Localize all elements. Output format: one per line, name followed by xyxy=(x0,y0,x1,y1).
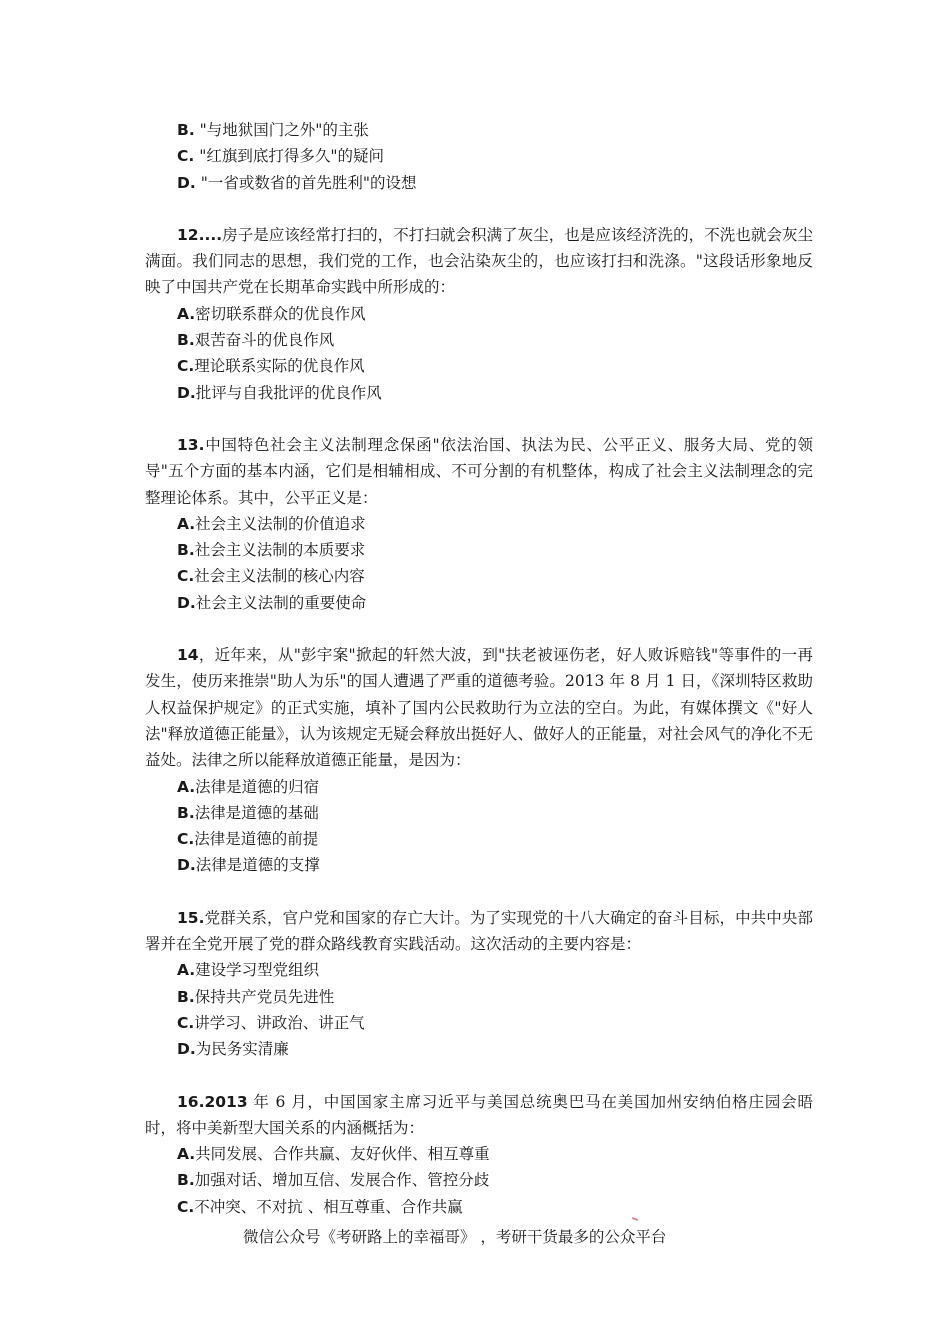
option-text: 艰苦奋斗的优良作风 xyxy=(194,331,335,350)
option-letter: B. xyxy=(177,803,195,822)
question-text: ，近年来，从"彭宇案"掀起的轩然大波，到"扶老被诬伤老，好人败诉赔钱"等事件的一再发生，使历来推崇"助人为乐"的国人遭遇了严重的道德考验。2013 年 8 月 1 日，《深圳特区救助人权益保护规定》的正式实施，填补了国内公民救助行为立法的空白。为此，有媒体撰文《"好人法"释放道德正能量》，认为该规定无疑会释放出挺好人、做好人的正能量，对社会风气的净化不无益处。法律之所以能释放道德正能量，是因为： xyxy=(145,646,813,770)
option-text: 共同发展、合作共赢、友好伙伴、相互尊重 xyxy=(195,1145,490,1164)
option-text: 保持共产党员先进性 xyxy=(194,987,335,1006)
option-letter: D. xyxy=(177,383,196,402)
option-text: 法律是道德的前提 xyxy=(194,830,319,849)
question-15 xyxy=(145,905,813,1063)
option-a xyxy=(145,957,813,983)
option-text: 批评与自我批评的优良作风 xyxy=(195,383,382,402)
option-c xyxy=(145,1194,813,1220)
option-b xyxy=(145,117,813,143)
option-d xyxy=(145,170,813,196)
option-text: 密切联系群众的优良作风 xyxy=(195,304,366,323)
option-text: 社会主义法制的核心内容 xyxy=(194,567,365,586)
option-text: 社会主义法制的本质要求 xyxy=(194,541,366,560)
option-text: 讲学习、讲政治、讲正气 xyxy=(194,1013,365,1032)
option-text: 法律是道德的归宿 xyxy=(195,777,320,796)
question-text: 房子是应该经常打扫的，不打扫就会积满了灰尘，也是应该经济洗的，不洗也就会灰尘满面。我们同志的思想，我们党的工作，也会沾染灰尘的，也应该打扫和洗涤。"这段话形象地反映了中国共产党在长期革命实践中所形成的： xyxy=(145,225,813,297)
question-number: 14 xyxy=(177,646,199,665)
option-d xyxy=(145,380,813,406)
option-letter: B. xyxy=(177,541,195,560)
option-text: 法律是道德的基础 xyxy=(194,803,319,822)
option-letter: A. xyxy=(177,961,196,980)
question-number: 16.2013 xyxy=(177,1092,248,1111)
option-a xyxy=(145,774,813,800)
option-letter: D. xyxy=(177,173,196,192)
option-text: "一省或数省的首先胜利"的设想 xyxy=(195,173,417,192)
option-text: 理论联系实际的优良作风 xyxy=(194,357,365,376)
option-text: 社会主义法制的重要使命 xyxy=(195,593,367,612)
question-text: 中国特色社会主义法制理念保函"依法治国、执法为民、公平正义、服务大局、党的领导"五个方面的基本内涵，它们是相辅相成、不可分割的有机整体，构成了社会主义法制理念的完整理论体系。其中，公平正义是： xyxy=(145,435,813,507)
prev-question-options xyxy=(145,117,813,196)
question-number: 13. xyxy=(177,435,205,454)
question-14 xyxy=(145,642,813,879)
option-b xyxy=(145,537,813,563)
question-12 xyxy=(145,222,813,406)
option-text: "红旗到底打得多久"的疑问 xyxy=(194,147,384,166)
option-b xyxy=(145,1167,813,1193)
question-stem xyxy=(145,905,813,958)
question-stem xyxy=(145,1089,813,1142)
option-b xyxy=(145,984,813,1010)
option-text: 为民务实清廉 xyxy=(195,1040,289,1059)
question-stem xyxy=(145,432,813,511)
option-d xyxy=(145,852,813,878)
option-c xyxy=(145,353,813,379)
option-a xyxy=(145,511,813,537)
option-letter: A. xyxy=(177,1145,196,1164)
question-number: 15. xyxy=(177,908,205,927)
option-letter: B. xyxy=(177,331,195,350)
option-a xyxy=(145,1141,813,1167)
option-text: 法律是道德的支撑 xyxy=(195,856,320,875)
option-letter: D. xyxy=(177,856,196,875)
question-stem xyxy=(145,642,813,773)
question-content xyxy=(145,117,813,1220)
option-letter: A. xyxy=(177,777,196,796)
option-c xyxy=(145,563,813,589)
option-letter: C. xyxy=(177,357,195,376)
question-16 xyxy=(145,1089,813,1220)
option-letter: C. xyxy=(177,830,195,849)
option-text: "与地狱国门之外"的主张 xyxy=(194,121,369,139)
question-stem xyxy=(145,222,813,301)
option-b xyxy=(145,327,813,353)
option-letter: D. xyxy=(177,1040,196,1059)
option-d xyxy=(145,590,813,616)
option-letter: D. xyxy=(177,593,196,612)
question-text: 党群关系，官户党和国家的存亡大计。为了实现党的十八大确定的奋斗目标，中共中央部署并在全党开展了党的群众路线教育实践活动。这次活动的主要内容是： xyxy=(145,908,813,954)
option-text: 社会主义法制的价值追求 xyxy=(195,514,366,533)
option-letter: C. xyxy=(177,1013,195,1032)
option-text: 建设学习型党组织 xyxy=(195,961,320,980)
option-letter: A. xyxy=(177,514,196,533)
question-text: 年 6 月，中国国家主席习近平与美国总统奥巴马在美国加州安纳伯格庄园会晤时，将中美新型大国关系的内涵概括为： xyxy=(145,1092,813,1137)
question-number: 12.... xyxy=(177,225,223,244)
option-text: 加强对话、增加互信、发展合作、管控分歧 xyxy=(194,1171,490,1190)
option-letter: C. xyxy=(177,147,195,166)
option-c xyxy=(145,143,813,169)
option-letter: C. xyxy=(177,567,195,586)
question-13 xyxy=(145,432,813,616)
option-letter: B. xyxy=(177,987,195,1006)
option-letter: B. xyxy=(177,121,195,139)
footer-watermark-text: 微信公众号《考研路上的幸福哥》 ，考研干货最多的公众平台 xyxy=(243,1228,667,1246)
option-a xyxy=(145,301,813,327)
option-letter: B. xyxy=(177,1171,195,1190)
option-text: 不冲突、不对抗 、相互尊重、合作共赢 xyxy=(194,1197,463,1216)
option-b xyxy=(145,800,813,826)
option-letter: C. xyxy=(177,1197,195,1216)
option-c xyxy=(145,1010,813,1036)
option-letter: A. xyxy=(177,304,196,323)
option-d xyxy=(145,1036,813,1062)
option-c xyxy=(145,826,813,852)
